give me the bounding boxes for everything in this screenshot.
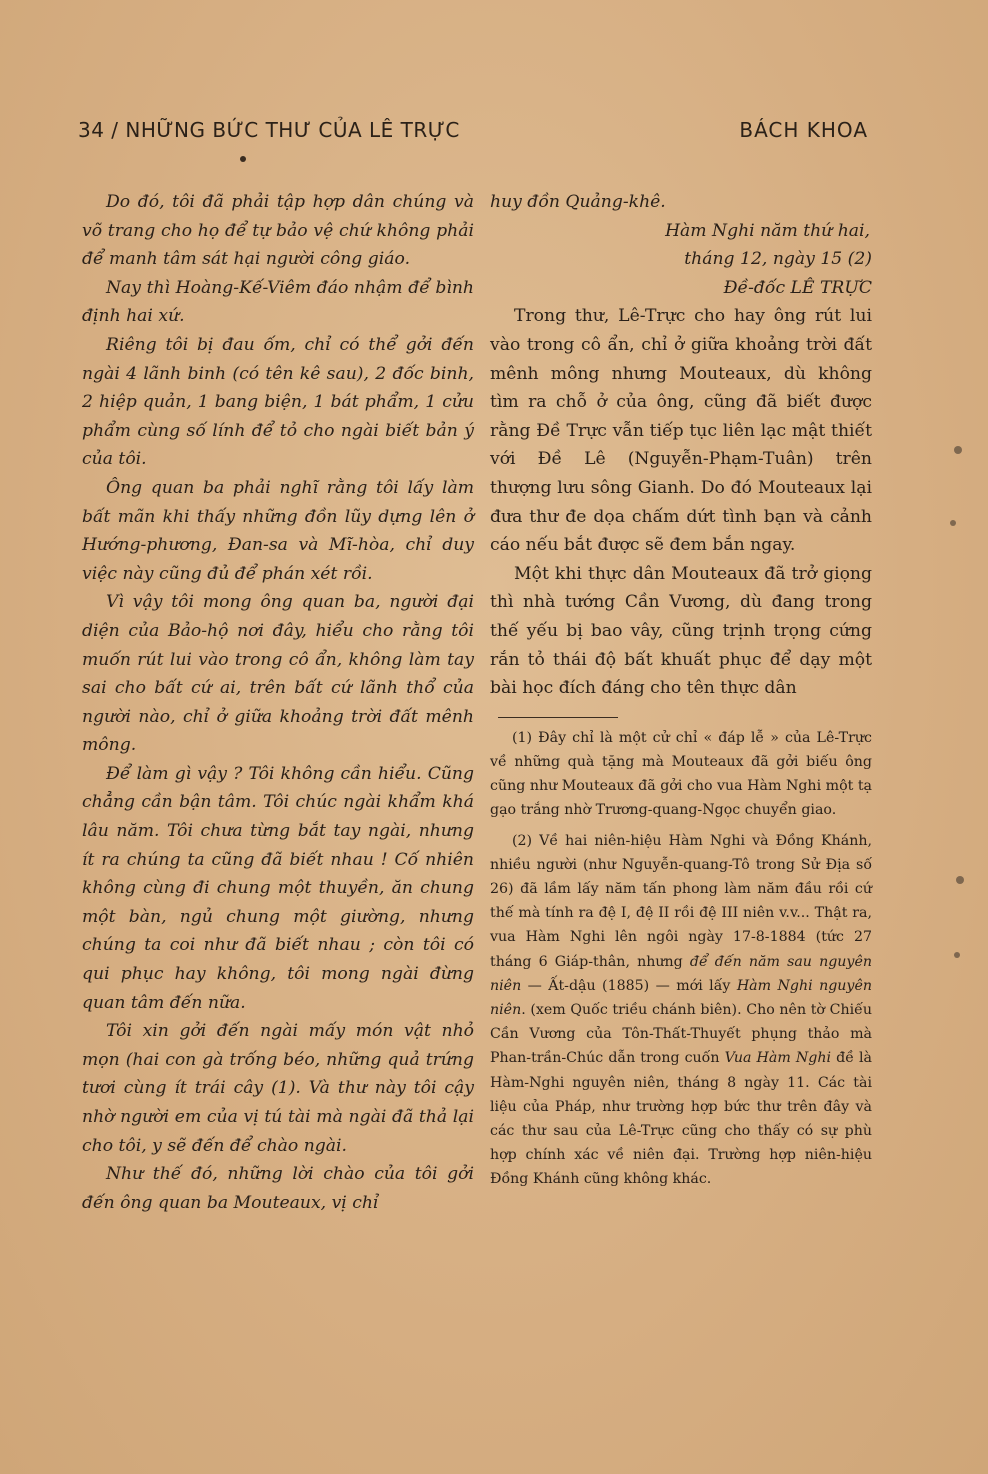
right-paragraph-2: Một khi thực dân Mouteaux đã trở giọng thì nhà tướng Cần Vương, dù đang trong thế yếu bị bao vây, cũng trịnh trọng cứng rắn tỏ thái độ bất khuất phục để dạy một bài học đích đáng cho tên thực dân bbox=[490, 563, 872, 699]
footnote-2 bbox=[490, 829, 872, 1192]
footnote-2-part-c: . (xem Quốc triều chánh biên). Cho nên tờ Chiếu Cần Vương của Tôn-Thất-Thuyết phụng thảo mà Phan-trần-Chúc dẫn trong cuốn bbox=[490, 1001, 872, 1067]
signature-date-line-2: tháng 12, ngày 15 (2) bbox=[684, 249, 872, 270]
left-paragraph-1: Do đó, tôi đã phải tập hợp dân chúng và võ trang cho họ để tự bảo vệ chứ không phải để manh tâm sát hại người công giáo. bbox=[82, 192, 474, 270]
left-paragraph-7: Tôi xin gởi đến ngài mấy món vật nhỏ mọn (hai con gà trống béo, những quả trứng tươi cùng ít trái cây (1). Và thư này tôi cậy nhờ người em của vị tú tài mà ngài đã thả lại cho tôi, y sẽ đến để chào ngài. bbox=[82, 1021, 474, 1156]
footnote-2-part-a: (2) Về hai niên-hiệu Hàm Nghi và Đồng Khánh, nhiều người (như Nguyễn-quang-Tô trong Sử Địa số 26) đã lầm lấy năm tấn phong làm năm đầu rồi cứ thế mà tính ra đệ I, đệ II rồi đệ III niên v.v... Thật ra, vua Hàm Nghi lên ngôi ngày 17-8-1884 (tức 27 tháng 6 Giáp-thân, nhưng bbox=[490, 832, 872, 970]
left-paragraph-5: Vì vậy tôi mong ông quan ba, người đại diện của Bảo-hộ nơi đây, hiểu cho rằng tôi muốn rút lui vào trong cô ẩn, không làm tay sai cho bất cứ ai, trên bất cứ lãnh thổ của người nào, chỉ ở giữa khoảng trời đất mênh mông. bbox=[82, 592, 474, 756]
binding-hole-mark bbox=[956, 876, 964, 884]
right-column bbox=[490, 188, 872, 1198]
footnote-2-italic-1: để đến năm sau nguyên niên bbox=[490, 953, 872, 994]
left-paragraph-2: Nay thì Hoàng-Kế-Viêm đáo nhậm để bình định hai xứ. bbox=[82, 277, 474, 327]
binding-hole-mark bbox=[954, 446, 962, 454]
right-continuation: huy đồn Quảng-khê. bbox=[490, 192, 666, 212]
left-paragraph-8: Như thế đó, những lời chào của tôi gởi đến ông quan ba Mouteaux, vị chỉ bbox=[82, 1164, 474, 1213]
right-paragraph-1: Trong thư, Lê-Trực cho hay ông rút lui vào trong cô ẩn, chỉ ở giữa khoảng trời đất mênh mông nhưng Mouteaux, dù không tìm ra chỗ ở của ông, cũng đã biết được rằng Đề Trực vẫn tiếp tục liên lạc mật thiết với Đề Lê (Nguyễn-Phạm-Tuân) trên thượng lưu sông Gianh. Do đó Mouteaux lại đưa thư đe dọa chấm dứt tình bạn và cảnh cáo nếu bắt được sẽ đem bắn ngay. bbox=[490, 306, 872, 556]
left-paragraph-3: Riêng tôi bị đau ốm, chỉ có thể gởi đến ngài 4 lãnh binh (có tên kê sau), 2 đốc binh, 2 hiệp quản, 1 bang biện, 1 bát phẩm, 1 cửu phẩm cùng số lính để tỏ cho ngài biết bản ý của tôi. bbox=[82, 334, 474, 470]
signature-name: Đề-đốc LÊ TRỰC bbox=[723, 277, 872, 298]
footnote-2-part-b: — Ất-dậu (1885) — mới lấy bbox=[521, 977, 737, 994]
footnote-1: (1) Đây chỉ là một cử chỉ « đáp lễ » của Lê-Trực về những quà tặng mà Mouteaux đã gởi biếu ông cũng như Mouteaux đã gởi cho vua Hàm Nghi một tạ gạo trắng nhờ Trương-quang-Ngọc chuyển giao. bbox=[490, 729, 872, 819]
footnote-2-part-d: đề là Hàm-Nghi nguyên niên, tháng 8 ngày 11. Các tài liệu của Pháp, như trường hợp bức thư trên đây và các thư sau của Lê-Trực cũng cho thấy có sự phù hợp chính xác về niên đại. Trường hợp niên-hiệu Đồng Khánh cũng không khác. bbox=[490, 1050, 873, 1188]
binding-hole-mark bbox=[950, 520, 956, 526]
footnote-rule bbox=[498, 717, 618, 718]
footnote-2-italic-2: Hàm Nghi nguyên niên bbox=[490, 977, 872, 1018]
left-column bbox=[82, 188, 474, 1217]
page-header bbox=[78, 118, 868, 150]
header-page-title: 34 / NHỮNG BỨC THƯ CỦA LÊ TRỰC bbox=[78, 118, 460, 142]
binding-hole-mark bbox=[954, 952, 960, 958]
signature-date-line-1: Hàm Nghi năm thứ hai, bbox=[665, 220, 870, 241]
footnote-2-italic-3: Vua Hàm Nghi bbox=[724, 1050, 832, 1067]
left-paragraph-6: Để làm gì vậy ? Tôi không cần hiểu. Cũng chẳng cần bận tâm. Tôi chúc ngài khẩm khá lâu năm. Tôi chưa từng bắt tay ngài, nhưng ít ra chúng ta cũng đã biết nhau ! Cố nhiên không cùng đi chung một thuyền, ăn chung một bàn, ngủ chung một giường, nhưng chúng ta coi như đã biết nhau ; còn tôi có qui phục hay không, tôi mong ngài đừng quan tâm đến nữa. bbox=[82, 763, 474, 1013]
footnotes bbox=[490, 726, 872, 1192]
ornament-dot bbox=[240, 156, 246, 162]
left-paragraph-4: Ông quan ba phải nghĩ rằng tôi lấy làm bất mãn khi thấy những đồn lũy dựng lên ở Hướng-phương, Đan-sa và Mĩ-hòa, chỉ duy việc này cũng đủ để phán xét rồi. bbox=[82, 477, 474, 584]
header-publication: BÁCH KHOA bbox=[739, 118, 868, 142]
